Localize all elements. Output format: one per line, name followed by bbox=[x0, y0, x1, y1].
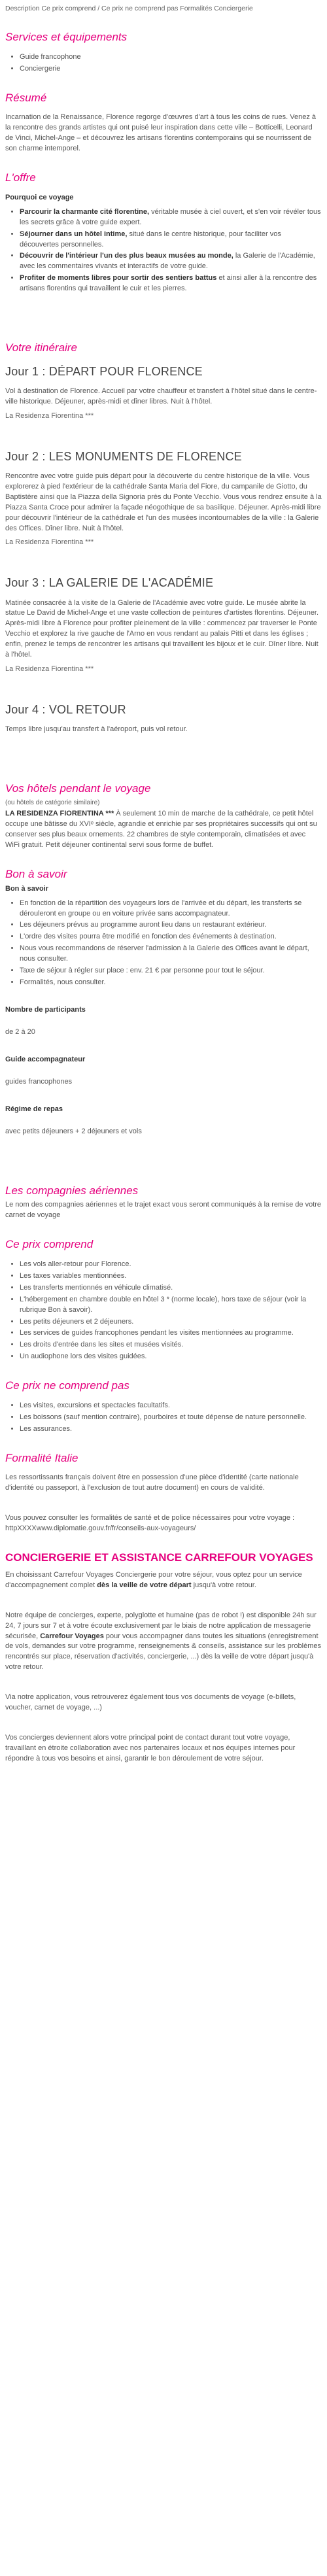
day-4-text: Temps libre jusqu'au transfert à l'aéroport, puis vol retour. bbox=[5, 725, 188, 734]
list-item: • Les transferts mentionnés en véhicule climatisé. bbox=[20, 1283, 322, 1294]
comprend-list bbox=[5, 1260, 322, 1362]
itinerary-title: Votre itinéraire bbox=[5, 341, 77, 354]
day-3-text: Matinée consacrée à la visite de la Galerie de l'Académie avec votre guide. Le musée abrite la statue Le David de Michel-Ange et une vaste collection de peintures d'artistes florentins. Déjeuner. Après-midi libre à Florence pour profiter pleinement de la ville : commencez par traverser le Ponte Vecchio et explorez la rive gauche de l'Arno en vous rendant au palais Pitti et dans les églises ; enfin, prenez le temps de rencontrer les artisans qui travaillent les bijoux et le cuir. Dîner libre. Nuit à l'hôtel. bbox=[5, 598, 319, 659]
list-item: • Séjourner dans un hôtel intime, situé dans le centre historique, pour faciliter vos découvertes personnelles. bbox=[20, 230, 322, 250]
list-item: • Taxe de séjour à régler sur place : env. 21 € par personne pour tout le séjour. bbox=[20, 966, 322, 976]
offre-list bbox=[5, 207, 322, 295]
list-item: • Nous vous recommandons de réserver l'admission à la Galerie des Offices avant le départ, nous consulter. bbox=[20, 944, 322, 965]
guide-value: guides francophones bbox=[5, 1077, 73, 1086]
list-item: • Formalités, nous consulter. bbox=[20, 978, 322, 988]
savoir-title: Bon à savoir bbox=[5, 867, 67, 880]
list-item: • Les services de guides francophones pendant les visites mentionnées au programme. bbox=[20, 1328, 322, 1339]
list-item: • Profiter de moments libres pour sortir des sentiers battus et ainsi aller à la rencontre des artisans florentins qui travaillent le cuir et les pierres. bbox=[20, 273, 322, 294]
compagnies-text: Le nom des compagnies aériennes et le trajet exact vous seront communiqués à la remise de votre carnet de voyage bbox=[5, 1201, 322, 1220]
offre-title: L'offre bbox=[5, 171, 36, 184]
day-4-title: Jour 4 : VOL RETOUR bbox=[5, 703, 126, 717]
day-2-title: Jour 2 : LES MONUMENTS DE FLORENCE bbox=[5, 449, 242, 463]
list-item: • Les assurances. bbox=[20, 1424, 322, 1435]
list-item: • L'ordre des visites pourra être modifié en fonction des événements à destination. bbox=[20, 932, 322, 942]
list-item: • Conciergerie bbox=[20, 64, 322, 75]
conciergerie-text-3: Via notre application, vous retrouverez également tous vos documents de voyage (e-billets, voucher, carnet de voyage, ...) bbox=[5, 1693, 296, 1712]
offre-subtitle: Pourquoi ce voyage bbox=[5, 193, 74, 201]
list-item: • Guide francophone bbox=[20, 52, 322, 63]
savoir-subtitle: Bon à savoir bbox=[5, 884, 49, 893]
list-item: • Les boissons (sauf mention contraire), pourboires et toute dépense de nature personnelle. bbox=[20, 1413, 322, 1423]
resume-title: Résumé bbox=[5, 91, 47, 104]
services-list bbox=[5, 52, 322, 75]
conciergerie-title: CONCIERGERIE ET ASSISTANCE CARREFOUR VOYAGES bbox=[5, 1551, 313, 1564]
compagnies-title: Les compagnies aériennes bbox=[5, 1184, 139, 1197]
day-1-text: Vol à destination de Florence. Accueil par votre chauffeur et transfert à l'hôtel situé dans le centre-ville historique. Déjeuner, après-midi et dîner libres. Nuit à l'hôtel. bbox=[5, 386, 317, 405]
savoir-list bbox=[5, 899, 322, 989]
day-3-hotel: La Residenza Fiorentina *** bbox=[5, 665, 94, 674]
formalite-text-2[interactable]: Vous pouvez consulter les formalités de santé et de police nécessaires pour votre voyage : httpXXXXwww.diplomatie.gouv.fr/fr/conseils-aux-voyageurs/ bbox=[5, 1514, 295, 1533]
services-title: Services et équipements bbox=[5, 31, 128, 44]
conciergerie-text-1: En choisissant Carrefour Voyages Conciergerie pour votre séjour, vous optez pour un service d'accompagnement complet dès la veille de votre départ jusqu'à votre retour. bbox=[5, 1570, 302, 1589]
list-item: • Un audiophone lors des visites guidées. bbox=[20, 1352, 322, 1362]
list-item: • Les vols aller-retour pour Florence. bbox=[20, 1260, 322, 1270]
formalite-title: Formalité Italie bbox=[5, 1451, 78, 1464]
hotels-title: Vos hôtels pendant le voyage bbox=[5, 782, 151, 795]
participants-label: Nombre de participants bbox=[5, 1006, 86, 1014]
day-2-hotel: La Residenza Fiorentina *** bbox=[5, 538, 94, 547]
day-1-hotel: La Residenza Fiorentina *** bbox=[5, 411, 94, 420]
guide-label: Guide accompagnateur bbox=[5, 1055, 86, 1063]
formalite-text-1: Les ressortissants français doivent être en possession d'une pièce d'identité (carte nationale d'identité ou passeport, à l'exclusion de tout autre document) en cours de validité. bbox=[5, 1473, 299, 1492]
list-item: • Les visites, excursions et spectacles facultatifs. bbox=[20, 1401, 322, 1411]
repas-label: Régime de repas bbox=[5, 1105, 63, 1113]
tab-links[interactable]: Description Ce prix comprend / Ce prix ne comprend pas Formalités Conciergerie bbox=[5, 5, 253, 12]
hotel-description: LA RESIDENZA FIORENTINA *** À seulement 10 min de marche de la cathédrale, ce petit hôtel occupe une bâtisse du XVIᵉ siècle, agrandie et enrichie par ses propriétaires successifs qui ont su conserver ses plus beaux ornements. 22 chambres de style contemporain, climatisées et avec WiFi gratuit. Petit déjeuner continental servi sous forme de buffet. bbox=[5, 810, 317, 850]
list-item: • En fonction de la répartition des voyageurs lors de l'arrivée et du départ, les transferts se dérouleront en groupe ou en voiture privée sans accompagnateur. bbox=[20, 899, 322, 919]
list-item: • L'hébergement en chambre double en hôtel 3 * (norme locale), hors taxe de séjour (voir la rubrique Bon à savoir). bbox=[20, 1295, 322, 1316]
list-item: • Les droits d'entrée dans les sites et musées visités. bbox=[20, 1340, 322, 1350]
day-1-title: Jour 1 : DÉPART POUR FLORENCE bbox=[5, 364, 203, 378]
ne-comprend-list bbox=[5, 1401, 322, 1435]
comprend-title: Ce prix comprend bbox=[5, 1238, 94, 1251]
ne-comprend-title: Ce prix ne comprend pas bbox=[5, 1379, 129, 1392]
conciergerie-text-4: Vos concierges deviennent alors votre principal point de contact durant tout votre voyage, travaillant en étroite collaboration avec nos partenaires locaux et nos équipes internes pour répondre à tous vos besoins et ainsi, garantir le bon déroulement de votre séjour. bbox=[5, 1734, 296, 1763]
day-2-text: Rencontre avec votre guide puis départ pour la découverte du centre historique de la ville. Vous explorerez à pied l'extérieur de la cathédrale Santa Maria del Fiore, du campanile de Giotto, du Baptistère ainsi que la Piazza della Signoria près du Ponte Vecchio. Vous vous rendrez ensuite à la Piazza Santa Croce pour admirer la façade néogothique de sa basilique. Déjeuner. Après-midi libre pour découvrir l'intérieur de la cathédrale et l'un des musées incontournables de la ville : la Galerie des Offices. Dîner libre. Nuit à l'hôtel. bbox=[5, 472, 322, 532]
list-item: • Les petits déjeuners et 2 déjeuners. bbox=[20, 1317, 322, 1328]
participants-value: de 2 à 20 bbox=[5, 1028, 35, 1036]
repas-value: avec petits déjeuners + 2 déjeuners et vols bbox=[5, 1127, 142, 1135]
list-item: • Découvrir de l'intérieur l'un des plus beaux musées au monde, la Galerie de l'Académie, avec les commentaires vivants et interactifs de votre guide. bbox=[20, 251, 322, 272]
day-3-title: Jour 3 : LA GALERIE DE L'ACADÉMIE bbox=[5, 576, 214, 590]
list-item: • Les déjeuners prévus au programme auront lieu dans un restaurant extérieur. bbox=[20, 920, 322, 931]
conciergerie-text-2: Notre équipe de concierges, experte, polyglotte et humaine (pas de robot !) est disponible 24h sur 24, 7 jours sur 7 et à votre écoute exclusivement par le biais de notre application de messagerie sécurisée, Carrefour Voyages pour vous accompagner dans toutes les situations (enregistrement de vols, demandes sur votre programme, renseignements & conseils, assistance sur les problèmes rencontrés sur place, réservation d'activités, conciergerie, ...) dès la veille de votre départ jusqu'à votre retour. bbox=[5, 1611, 322, 1672]
list-item: • Les taxes variables mentionnées. bbox=[20, 1271, 322, 1282]
list-item: • Parcourir la charmante cité florentine, véritable musée à ciel ouvert, et s'en voir révéler tous les secrets grâce à votre guide expert. bbox=[20, 207, 322, 228]
hotels-note: (ou hôtels de catégorie similaire) bbox=[5, 799, 100, 806]
resume-text: Incarnation de la Renaissance, Florence regorge d'œuvres d'art à tous les coins de rues. Venez à la rencontre des grands artistes qui ont puisé leur inspiration dans cette ville – Botticelli, Leonard de Vinci, Michel-Ange – et découvrez les artisans florentins contemporains qui se nourrissent de son charme intemporel. bbox=[5, 113, 317, 153]
